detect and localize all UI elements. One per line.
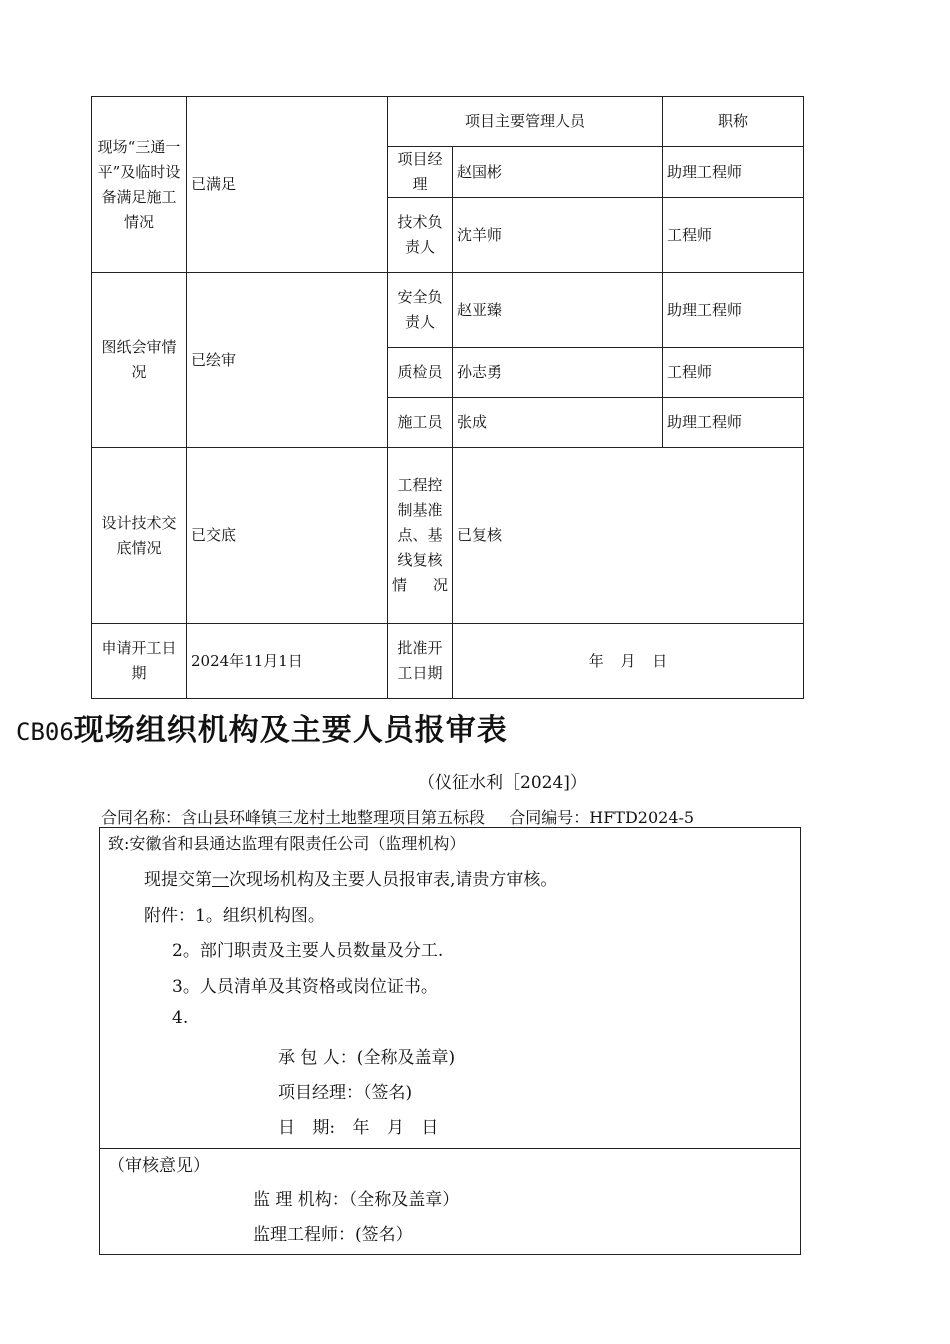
header-title: 职称 bbox=[663, 97, 804, 147]
row-label-tech-disclosure: 设计技术交底情况 bbox=[92, 448, 187, 624]
staff-role: 技术负责人 bbox=[388, 198, 453, 273]
staff-title: 助理工程师 bbox=[663, 273, 804, 348]
approve-date-label: 批准开工日期 bbox=[388, 624, 453, 699]
submit-text bbox=[144, 865, 557, 890]
addressee: 致:安徽省和县通达监理有限责任公司（监理机构） bbox=[108, 834, 466, 853]
staff-role: 质检员 bbox=[388, 348, 453, 398]
contract-no-label: 合同编号： bbox=[509, 808, 590, 827]
contract-name-label: 合同名称： bbox=[101, 808, 182, 827]
staff-name: 张成 bbox=[453, 398, 663, 448]
form-serial: （仪征水利［2024]） bbox=[418, 773, 587, 793]
staff-role: 安全负责人 bbox=[388, 273, 453, 348]
row-label-drawing-review: 图纸会审情况 bbox=[92, 273, 187, 448]
form-heading bbox=[16, 705, 508, 749]
staff-name: 孙志勇 bbox=[453, 348, 663, 398]
staff-name: 沈羊师 bbox=[453, 198, 663, 273]
attachment-4: 4. bbox=[172, 1008, 189, 1028]
staff-role: 项目经理 bbox=[388, 147, 453, 198]
row-value-drawing-review: 已绘审 bbox=[187, 273, 388, 448]
row-label-apply-date: 申请开工日期 bbox=[92, 624, 187, 699]
approve-date-value: 年 月 日 bbox=[453, 624, 804, 699]
submit-post: 次现场机构及主要人员报审表,请贵方审核。 bbox=[229, 870, 558, 890]
attachment-3: 3。人员清单及其资格或岗位证书。 bbox=[172, 977, 438, 997]
survey-check-label: 工程控制基准点、基线复核情况 bbox=[388, 448, 453, 624]
review-opinion: （审核意见） bbox=[108, 1156, 210, 1176]
staff-title: 助理工程师 bbox=[663, 147, 804, 198]
attachment-1: 附件：1。组织机构图。 bbox=[144, 906, 325, 926]
staff-title: 助理工程师 bbox=[663, 398, 804, 448]
header-staff: 项目主要管理人员 bbox=[388, 97, 663, 147]
row-value-apply-date: 2024年11月1日 bbox=[187, 624, 388, 699]
contract-line bbox=[101, 805, 694, 828]
contractor-sign: 承 包 人：(全称及盖章) bbox=[278, 1048, 456, 1068]
survey-check-value: 已复核 bbox=[453, 448, 804, 624]
pm-sign: 项目经理：（签名) bbox=[278, 1083, 413, 1103]
staff-name: 赵国彬 bbox=[453, 147, 663, 198]
form-title: 现场组织机构及主要人员报审表 bbox=[73, 713, 508, 748]
supervisor-sign: 监 理 机构：（全称及盖章） bbox=[253, 1190, 460, 1210]
contract-no: HFTD2024-5 bbox=[589, 808, 695, 827]
construction-conditions-table bbox=[91, 96, 804, 699]
submit-pre: 现提交第 bbox=[144, 870, 212, 890]
submission-form-box bbox=[99, 827, 801, 1255]
row-value-site-prep: 已满足 bbox=[187, 97, 388, 273]
staff-title: 工程师 bbox=[663, 198, 804, 273]
staff-role: 施工员 bbox=[388, 398, 453, 448]
sign-date: 日 期: 年 月 日 bbox=[278, 1118, 439, 1138]
section-divider bbox=[100, 1148, 800, 1149]
form-code: CB06 bbox=[16, 718, 74, 746]
contract-name: 含山县环峰镇三龙村土地整理项目第五标段 bbox=[181, 808, 486, 827]
row-label-site-prep: 现场“三通一平”及临时设备满足施工情况 bbox=[92, 97, 187, 273]
row-value-tech-disclosure: 已交底 bbox=[187, 448, 388, 624]
staff-title: 工程师 bbox=[663, 348, 804, 398]
submit-number: 一 bbox=[212, 870, 229, 890]
engineer-sign: 监理工程师：(签名） bbox=[253, 1225, 413, 1245]
attachment-2: 2。部门职责及主要人员数量及分工. bbox=[172, 941, 444, 961]
staff-name: 赵亚臻 bbox=[453, 273, 663, 348]
